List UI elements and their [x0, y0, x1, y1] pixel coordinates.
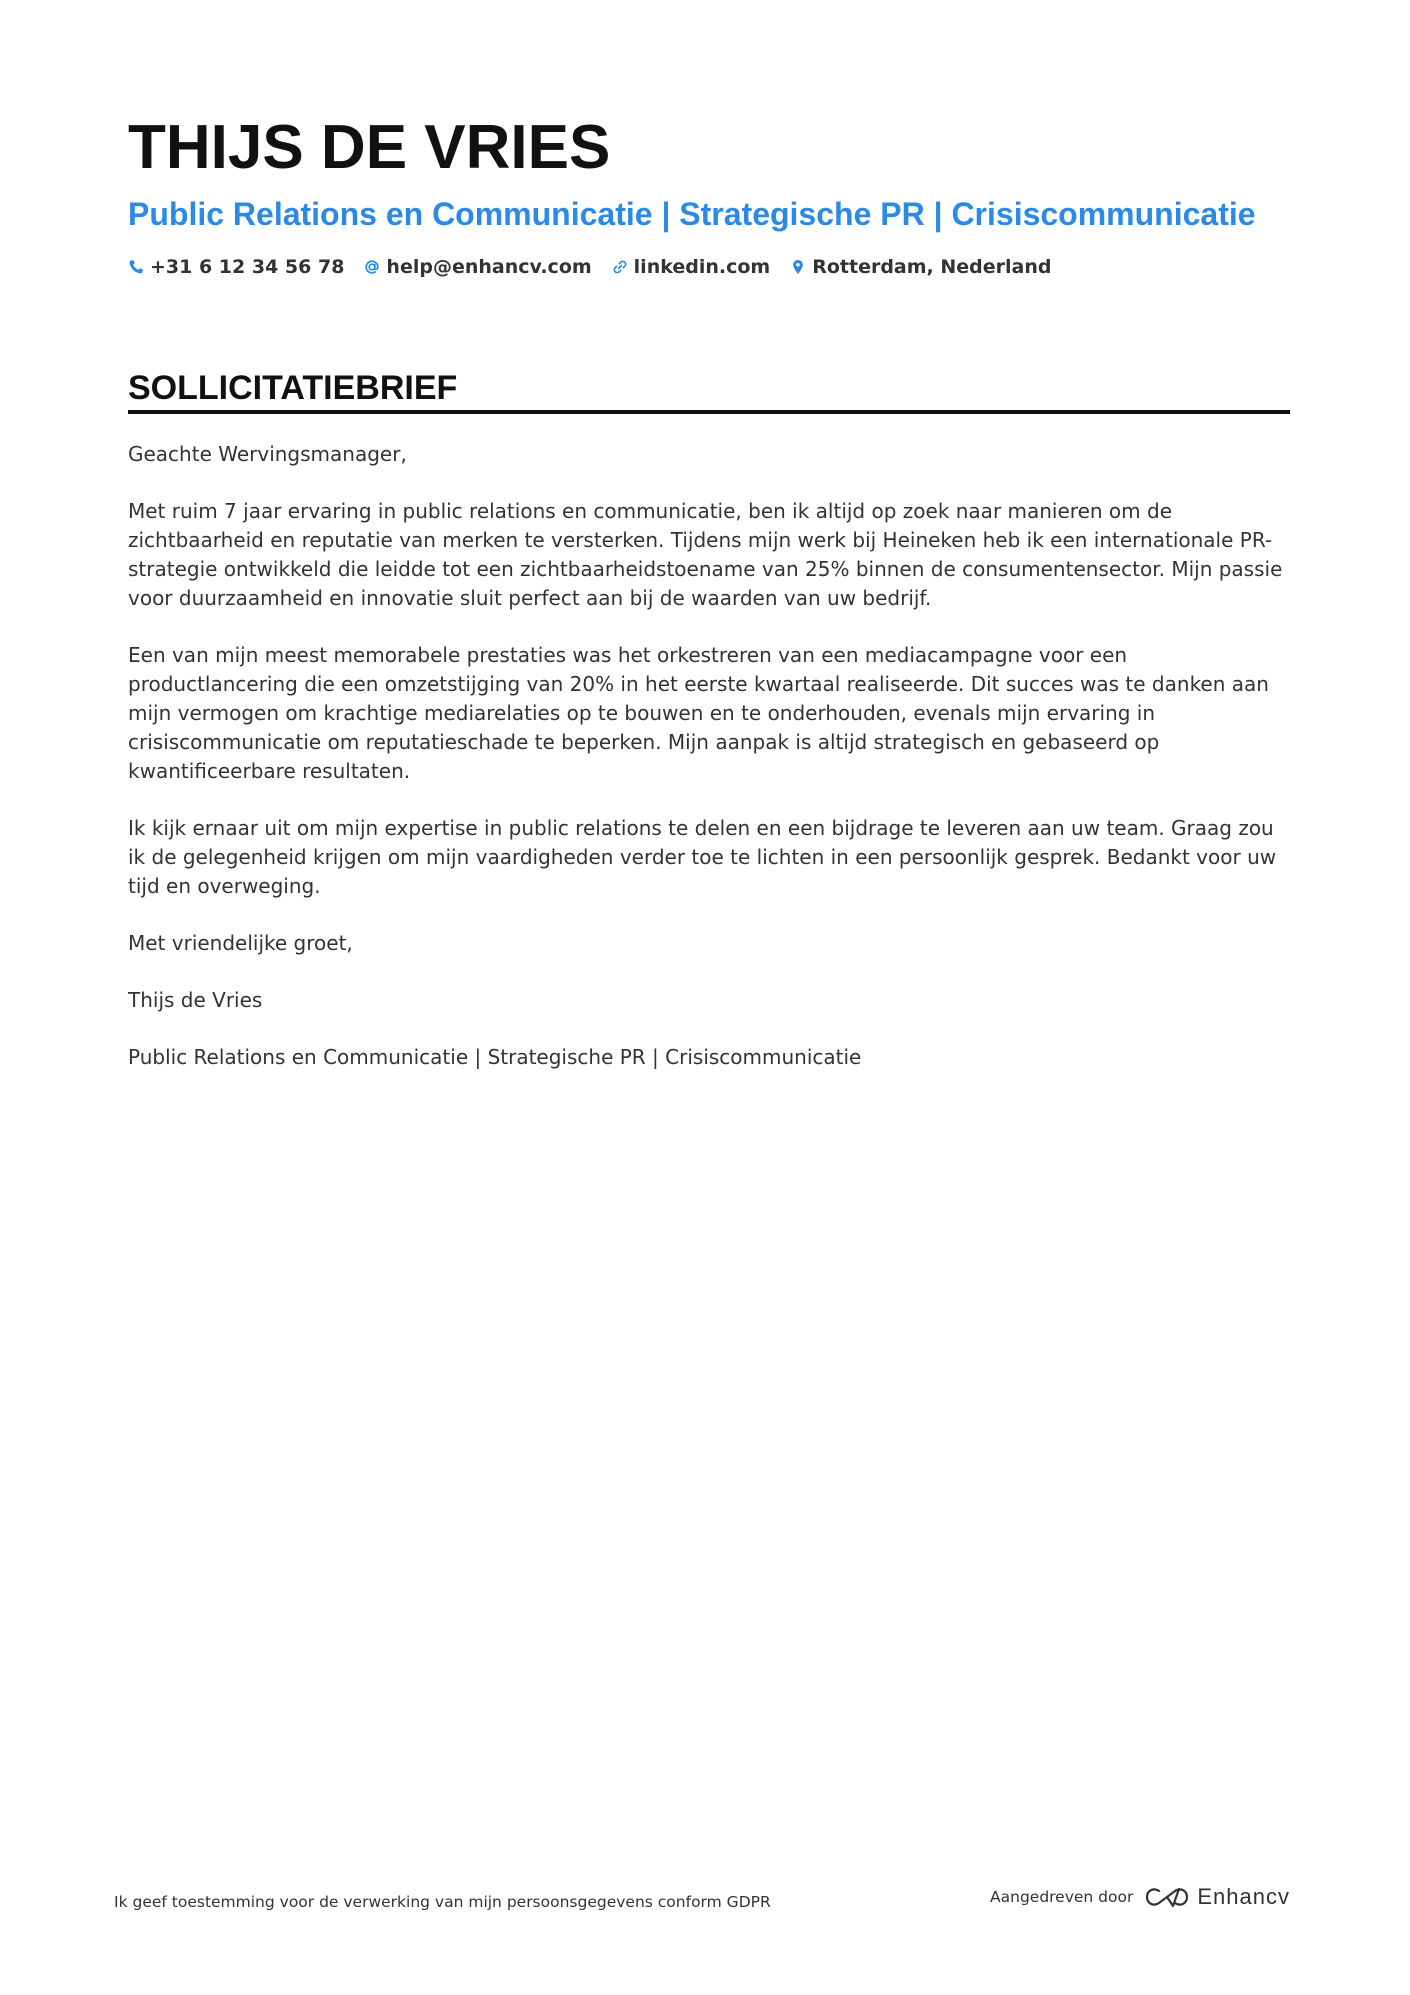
phone-icon [128, 259, 144, 275]
gdpr-consent: Ik geef toestemming voor de verwerking van mijn persoonsgegevens conform GDPR [114, 1893, 771, 1911]
contact-linkedin[interactable] [612, 256, 771, 278]
powered-by-label: Aangedreven door [990, 1888, 1134, 1906]
letter-greeting: Geachte Wervingsmanager, [128, 442, 407, 466]
linkedin-text[interactable]: linkedin.com [633, 256, 771, 278]
location-text: Rotterdam, Nederland [812, 256, 1052, 278]
at-icon [364, 259, 380, 275]
phone-text: +31 6 12 34 56 78 [150, 256, 345, 278]
letter-body [128, 440, 1290, 1100]
letter-paragraph: Met ruim 7 jaar ervaring in public relations en communicatie, ben ik altijd op zoek naar manieren om de zichtbaarheid en reputatie van merken te versterken. Tijdens mijn werk bij Heineken heb ik een internationale PR-strategie ontwikkeld die leidde tot een zichtbaarheidstoename van 25% binnen de consumentensector. Mijn passie voor duurzaamheid en innovatie sluit perfect aan bij de waarden van uw bedrijf. [128, 499, 1283, 610]
link-icon [612, 259, 628, 275]
section-title: SOLLICITATIEBRIEF [128, 369, 458, 407]
contact-row [128, 256, 1288, 278]
enhancv-brand: Enhancv [1197, 1884, 1290, 1909]
email-text[interactable]: help@enhancv.com [386, 256, 592, 278]
signature-name: Thijs de Vries [128, 988, 263, 1012]
contact-email[interactable] [364, 256, 591, 278]
candidate-name: THIJS DE VRIES [128, 113, 611, 182]
contact-phone [128, 256, 344, 278]
location-pin-icon [790, 259, 806, 275]
letter-closing: Met vriendelijke groet, [128, 931, 353, 955]
enhancv-logo[interactable] [1145, 1884, 1290, 1910]
letter-paragraph: Ik kijk ernaar uit om mijn expertise in public relations te delen en een bijdrage te leveren aan uw team. Graag zou ik de gelegenheid krijgen om mijn vaardigheden verder toe te lichten in een persoonlijk gesprek. Bedankt voor uw tijd en overweging. [128, 816, 1277, 898]
letter-paragraph: Een van mijn meest memorabele prestaties was het orkestreren van een mediacampagne voor een productlancering die een omzetstijging van 20% in het eerste kwartaal realiseerde. Dit succes was te danken aan mijn vermogen om krachtige mediarelaties op te bouwen en te onderhouden, evenals mijn ervaring in crisiscommunicatie om reputatieschade te beperken. Mijn aanpak is altijd strategisch en gebaseerd op kwantificeerbare resultaten. [128, 643, 1269, 783]
candidate-title: Public Relations en Communicatie | Strategische PR | Crisiscommunicatie [128, 196, 1256, 232]
resume-header [128, 112, 1288, 278]
enhancv-logo-icon [1145, 1885, 1189, 1909]
powered-by [990, 1884, 1290, 1910]
contact-location [790, 256, 1051, 278]
section-divider [128, 410, 1290, 414]
signature-title: Public Relations en Communicatie | Strategische PR | Crisiscommunicatie [128, 1045, 862, 1069]
